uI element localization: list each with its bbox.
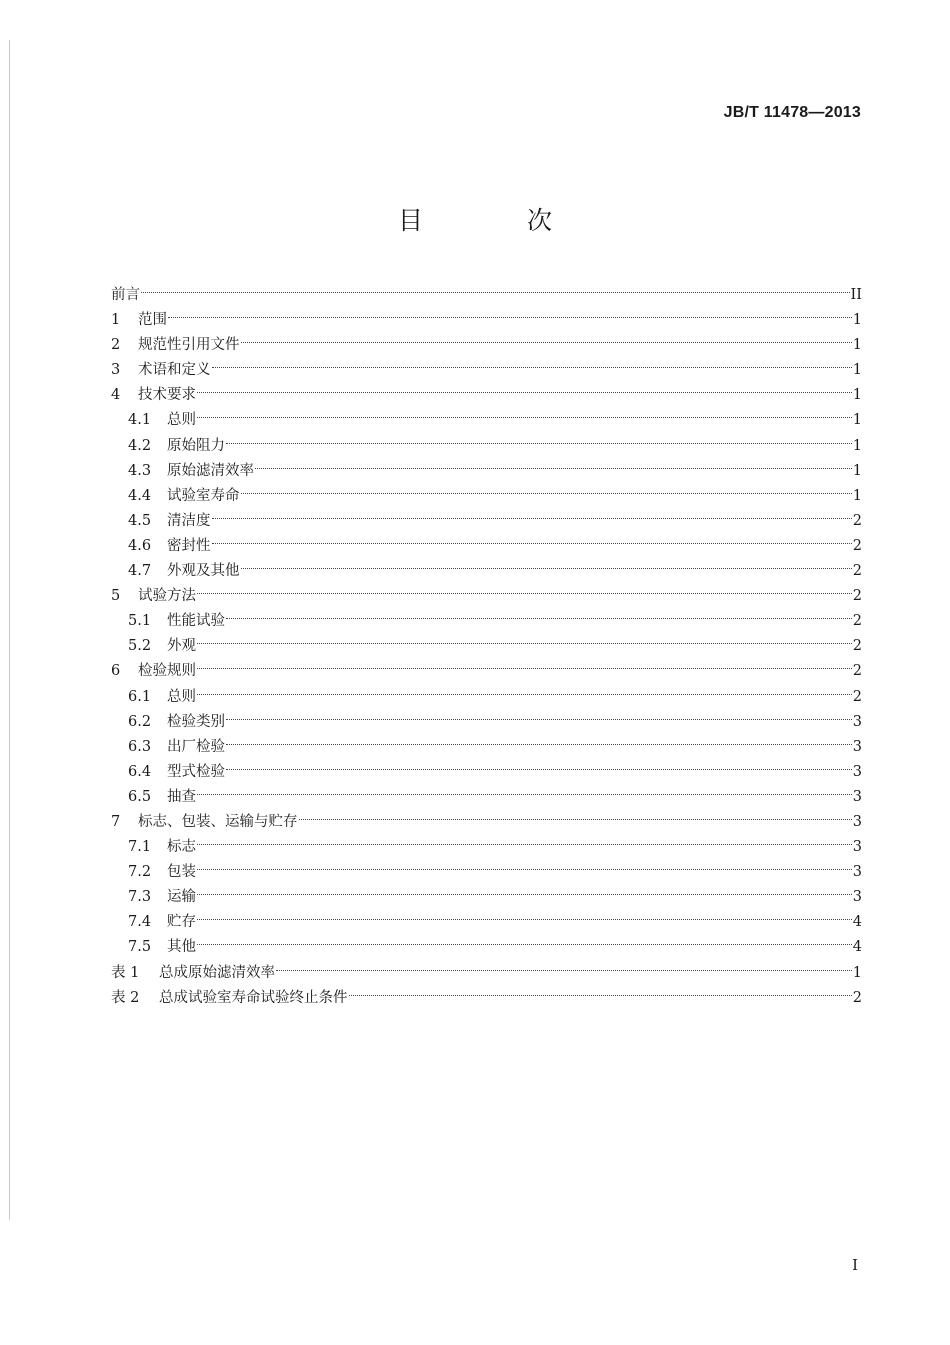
toc-entry-title: 性能试验 <box>167 613 225 630</box>
toc-entry-title: 外观及其他 <box>167 563 240 580</box>
toc-entry-number: 7.5 <box>128 939 152 956</box>
toc-entry-page: 4 <box>852 914 862 931</box>
toc-entry-number: 2 <box>111 337 121 354</box>
toc-entry-number: 6.5 <box>128 788 152 805</box>
toc-entry[interactable] <box>111 961 862 986</box>
toc-entry-number: 6.3 <box>128 738 152 755</box>
toc-entry-title: 检验类别 <box>167 713 225 730</box>
toc-entry-number: 4.2 <box>128 437 152 454</box>
toc-entry[interactable] <box>111 283 862 308</box>
toc-entry[interactable] <box>111 358 862 383</box>
toc-entry[interactable] <box>111 308 862 333</box>
page-number: I <box>852 1256 858 1274</box>
toc-entry-page: 3 <box>852 763 862 780</box>
toc-entry-number: 1 <box>111 312 121 329</box>
toc-entry[interactable] <box>111 685 862 710</box>
toc-entry-title: 密封性 <box>167 537 211 554</box>
toc-entry-page: 2 <box>852 537 862 554</box>
toc-entry-number: 7.4 <box>128 914 152 931</box>
toc-entry-title: 试验方法 <box>138 588 196 605</box>
toc-entry-page: 3 <box>852 889 862 906</box>
toc-entry-title: 试验室寿命 <box>167 487 240 504</box>
toc-entry-title: 其他 <box>167 939 196 956</box>
toc-entry-title: 总成试验室寿命试验终止条件 <box>159 989 348 1006</box>
toc-entry[interactable] <box>111 383 862 408</box>
toc-entry[interactable] <box>111 559 862 584</box>
toc-dot-leader <box>197 417 852 418</box>
toc-entry-title: 原始阻力 <box>167 437 225 454</box>
toc-dot-leader <box>197 668 852 669</box>
toc-dot-leader <box>197 794 852 795</box>
toc-entry-number: 6.4 <box>128 763 152 780</box>
toc-entry-page: 1 <box>852 312 862 329</box>
toc-entry[interactable] <box>111 333 862 358</box>
toc-dot-leader <box>197 643 852 644</box>
toc-entry-page: 1 <box>852 964 862 981</box>
toc-dot-leader <box>197 844 852 845</box>
toc-entry-number: 3 <box>111 362 121 379</box>
toc-dot-leader <box>141 292 850 293</box>
toc-entry-page: 2 <box>852 563 862 580</box>
toc-entry-title: 规范性引用文件 <box>138 337 240 354</box>
toc-entry-title: 技术要求 <box>138 387 196 404</box>
standard-code: JB/T 11478—2013 <box>723 104 861 121</box>
toc-entry-title: 检验规则 <box>138 663 196 680</box>
toc-entry[interactable] <box>111 986 862 1011</box>
toc-dot-leader <box>226 443 852 444</box>
toc-entry-page: 2 <box>852 588 862 605</box>
toc-dot-leader <box>241 342 852 343</box>
toc-dot-leader <box>197 694 852 695</box>
toc-entry[interactable] <box>111 810 862 835</box>
toc-entry[interactable] <box>111 408 862 433</box>
toc-dot-leader <box>212 543 852 544</box>
toc-entry-page: 3 <box>852 864 862 881</box>
toc-entry-page: 3 <box>852 839 862 856</box>
toc-dot-leader <box>226 618 852 619</box>
toc-entry-page: 1 <box>852 462 862 479</box>
toc-dot-leader <box>197 944 852 945</box>
toc-entry[interactable] <box>111 484 862 509</box>
toc-entry-number: 6.1 <box>128 688 152 705</box>
toc-entry-number: 表 1 <box>111 964 140 981</box>
toc-entry-title: 型式检验 <box>167 763 225 780</box>
toc-entry[interactable] <box>111 459 862 484</box>
toc-entry-number: 4.5 <box>128 512 152 529</box>
toc-entry[interactable] <box>111 935 862 960</box>
toc-entry-number: 5.1 <box>128 613 152 630</box>
toc-entry-number: 7.3 <box>128 889 152 906</box>
toc-entry[interactable] <box>111 634 862 659</box>
toc-entry-number: 5 <box>111 588 121 605</box>
toc-entry[interactable] <box>111 659 862 684</box>
toc-entry-number: 4.7 <box>128 563 152 580</box>
toc-dot-leader <box>197 869 852 870</box>
toc-dot-leader <box>212 367 852 368</box>
toc-entry-title: 贮存 <box>167 914 196 931</box>
toc-dot-leader <box>349 995 852 996</box>
toc-entry-page: 1 <box>852 387 862 404</box>
toc-dot-leader <box>197 392 852 393</box>
toc-entry[interactable] <box>111 835 862 860</box>
toc-entry-page: 1 <box>852 487 862 504</box>
toc-entry-page: 2 <box>852 663 862 680</box>
toc-dot-leader <box>197 894 852 895</box>
toc-entry-title: 出厂检验 <box>167 738 225 755</box>
toc-entry-number: 7 <box>111 813 121 830</box>
toc-entry-number: 7.2 <box>128 864 152 881</box>
table-of-contents <box>111 283 862 1011</box>
toc-dot-leader <box>197 593 852 594</box>
toc-dot-leader <box>255 468 852 469</box>
toc-entry-title: 运输 <box>167 889 196 906</box>
toc-entry-title: 范围 <box>138 312 167 329</box>
toc-entry-page: 1 <box>852 337 862 354</box>
toc-entry[interactable] <box>111 785 862 810</box>
toc-entry-page: 2 <box>852 512 862 529</box>
toc-entry[interactable] <box>111 885 862 910</box>
toc-entry[interactable] <box>111 434 862 459</box>
toc-entry-page: 2 <box>852 989 862 1006</box>
toc-entry-page: 3 <box>852 738 862 755</box>
toc-dot-leader <box>276 970 852 971</box>
toc-entry-title: 外观 <box>167 638 196 655</box>
toc-entry-number: 7.1 <box>128 839 152 856</box>
toc-entry-page: 3 <box>852 813 862 830</box>
toc-entry[interactable] <box>111 760 862 785</box>
toc-entry-page: 2 <box>852 688 862 705</box>
toc-entry[interactable] <box>111 910 862 935</box>
toc-dot-leader <box>197 919 852 920</box>
toc-entry[interactable] <box>111 534 862 559</box>
toc-entry-title: 总则 <box>167 412 196 429</box>
toc-entry[interactable] <box>111 509 862 534</box>
toc-entry-page: II <box>850 287 862 303</box>
page-title: 目 次 <box>398 206 600 235</box>
toc-entry-title: 标志、包装、运输与贮存 <box>138 813 298 830</box>
toc-entry-title: 抽查 <box>167 788 196 805</box>
toc-dot-leader <box>299 819 852 820</box>
toc-entry-number: 6 <box>111 663 121 680</box>
toc-entry-number: 表 2 <box>111 989 140 1006</box>
toc-entry-page: 3 <box>852 713 862 730</box>
toc-entry-title: 标志 <box>167 839 196 856</box>
toc-entry-number: 4.4 <box>128 487 152 504</box>
toc-dot-leader <box>226 769 852 770</box>
toc-dot-leader <box>241 493 852 494</box>
toc-entry[interactable] <box>111 735 862 760</box>
toc-entry-title: 前言 <box>111 287 140 303</box>
toc-dot-leader <box>168 317 852 318</box>
toc-entry-number: 4.3 <box>128 462 152 479</box>
toc-entry-page: 1 <box>852 412 862 429</box>
toc-dot-leader <box>241 568 852 569</box>
toc-entry[interactable] <box>111 609 862 634</box>
toc-dot-leader <box>226 719 852 720</box>
toc-entry-number: 5.2 <box>128 638 152 655</box>
toc-dot-leader <box>226 744 852 745</box>
toc-entry[interactable] <box>111 860 862 885</box>
toc-entry-title: 总则 <box>167 688 196 705</box>
toc-entry-title: 总成原始滤清效率 <box>159 964 275 981</box>
toc-dot-leader <box>212 518 852 519</box>
toc-entry[interactable] <box>111 710 862 735</box>
toc-entry-title: 术语和定义 <box>138 362 211 379</box>
toc-entry-page: 4 <box>852 939 862 956</box>
toc-entry-title: 原始滤清效率 <box>167 462 254 479</box>
toc-entry-number: 4.1 <box>128 412 152 429</box>
toc-entry-page: 1 <box>852 362 862 379</box>
toc-entry-page: 2 <box>852 613 862 630</box>
toc-entry-title: 清洁度 <box>167 512 211 529</box>
toc-entry-page: 1 <box>852 437 862 454</box>
toc-entry[interactable] <box>111 584 862 609</box>
toc-entry-number: 4 <box>111 387 121 404</box>
toc-entry-page: 3 <box>852 788 862 805</box>
toc-entry-title: 包装 <box>167 864 196 881</box>
toc-entry-page: 2 <box>852 638 862 655</box>
toc-entry-number: 4.6 <box>128 537 152 554</box>
toc-entry-number: 6.2 <box>128 713 152 730</box>
